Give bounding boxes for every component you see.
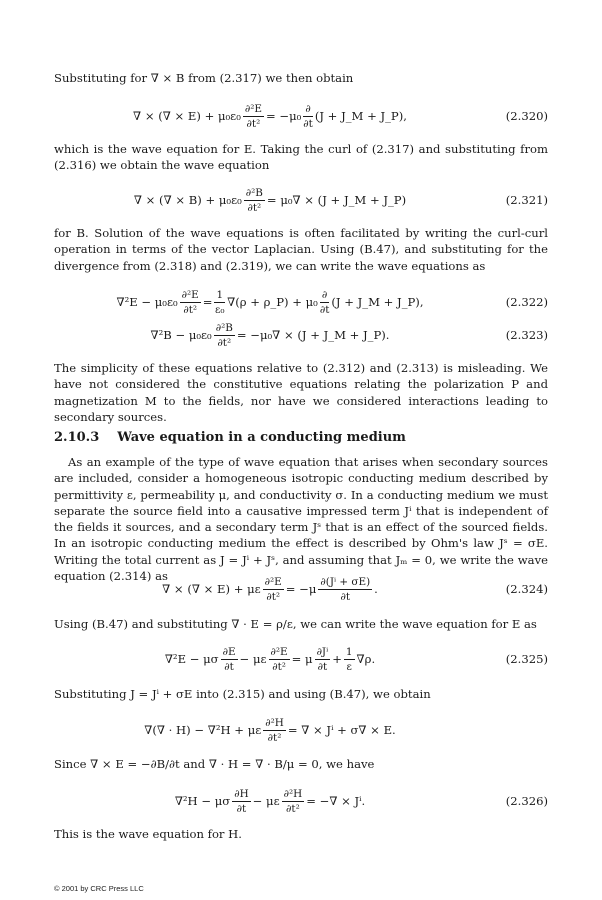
section-number: 2.10.3 <box>54 430 100 445</box>
paragraph-using-b47: Using (B.47) and substituting ∇ · E = ρ/ε, we can write the wave equation for E as <box>54 617 537 631</box>
equation-number: (2.324) <box>505 582 548 596</box>
section-heading <box>54 430 406 445</box>
equation-h-intermediate: ∇(∇ · H) − ∇²H + με $\frac{\text{∂²H}}{\text{∂t²}}$ = ∇ × Jⁱ + σ∇ × E. <box>144 716 396 744</box>
equation-2-324: ∇ × (∇ × E) + με $\frac{\text{∂²E}}{\text{∂t²}}$ = −μ $\frac{\text{∂(Jⁱ + σE)}}{\partial t}$ . (2.324) <box>162 575 548 603</box>
paragraph-substituting-j: Substituting J = Jⁱ + σE into (2.315) and using (B.47), we obtain <box>54 687 431 701</box>
equation-number: (2.320) <box>505 109 548 123</box>
equation-2-326: ∇²H − μσ $\frac{\partial H}{\partial t}$ − με $\frac{\text{∂²H}}{\text{∂t²}}$ = −∇ × Jⁱ. (2.326) <box>174 787 548 815</box>
copyright-footer: © 2001 by CRC Press LLC <box>54 884 144 893</box>
equation-number: (2.321) <box>505 193 548 207</box>
equation-number: (2.322) <box>505 295 548 309</box>
paragraph-simplicity-misleading: The simplicity of these equations relative to (2.312) and (2.313) is misleading. We have not considered the constitutive equations relating the polarization P and magnetization M to the fields, nor have we considered interactions leading to secondary sources. <box>54 361 548 424</box>
equation-2-321: ∇ × (∇ × B) + μ₀ε₀ $\frac{\text{∂²B}}{\text{∂t²}}$ = μ₀∇ × (J + J_M + J_P) (2.321) <box>133 186 548 214</box>
section-title: Wave equation in a conducting medium <box>117 430 406 445</box>
paragraph-vector-laplacian: for B. Solution of the wave equations is often facilitated by writing the curl-curl operation in terms of the vector Laplacian. Using (B.47), and substituting for the divergence from (2.318) and (2.319), we can write the wave equations as <box>54 226 548 273</box>
paragraph-conducting-medium: As an example of the type of wave equation that arises when secondary sources are included, consider a homogeneous isotropic conducting medium described by permittivity ε, permeability μ, and conductivity σ. In a conducting medium we must separate the source field into a causative impressed term Jⁱ that is independent of the fields it sources, and a secondary term Jˢ that is an effect of the sourced fields. In an isotropic conducting medium the effect is described by Ohm's law Jˢ = σE. Writing the total current as J = Jⁱ + Jˢ, and assuming that Jₘ = 0, we write the wave equation (2.314) as <box>54 455 548 584</box>
equation-number: (2.325) <box>505 652 548 666</box>
paragraph-wave-equation-e: which is the wave equation for E. Taking the curl of (2.317) and substituting from (2.316) we obtain the wave equation <box>54 142 548 173</box>
equation-2-320: ∇ × (∇ × E) + μ₀ε₀ $\frac{\text{∂²E}}{\text{∂t²}}$ = −μ₀ $\frac{\partial}{\partial t}$ (J + J_M + J_P), (2.320) <box>133 102 548 130</box>
equation-2-323: ∇²B − μ₀ε₀ $\frac{\text{∂²B}}{\text{∂t²}}$ = −μ₀∇ × (J + J_M + J_P). (2.323) <box>150 321 548 349</box>
equation-number: (2.323) <box>505 328 548 342</box>
equation-2-322: ∇²E − μ₀ε₀ $\frac{\text{∂²E}}{\text{∂t²}}$ = $\frac{1}{\text{ε₀}}$ ∇(ρ + ρ_P) + μ₀ $\frac{\partial}{\partial t}$ (J + J_M + J_P), (2.322) <box>116 288 548 316</box>
paragraph-substituting-curl-b: Substituting for ∇ × B from (2.317) we then obtain <box>54 71 354 85</box>
paragraph-since-curl-e: Since ∇ × E = −∂B/∂t and ∇ · H = ∇ · B/μ = 0, we have <box>54 757 375 771</box>
paragraph-wave-equation-h: This is the wave equation for H. <box>54 827 242 841</box>
equation-number: (2.326) <box>505 794 548 808</box>
equation-2-325: ∇²E − μσ $\frac{\partial E}{\partial t}$ − με $\frac{\text{∂²E}}{\text{∂t²}}$ = μ $\frac{\text{∂Jⁱ}}{\partial t}$ + $\frac{1}{\varepsilon}$ ∇ρ. (2.325) <box>164 645 548 673</box>
